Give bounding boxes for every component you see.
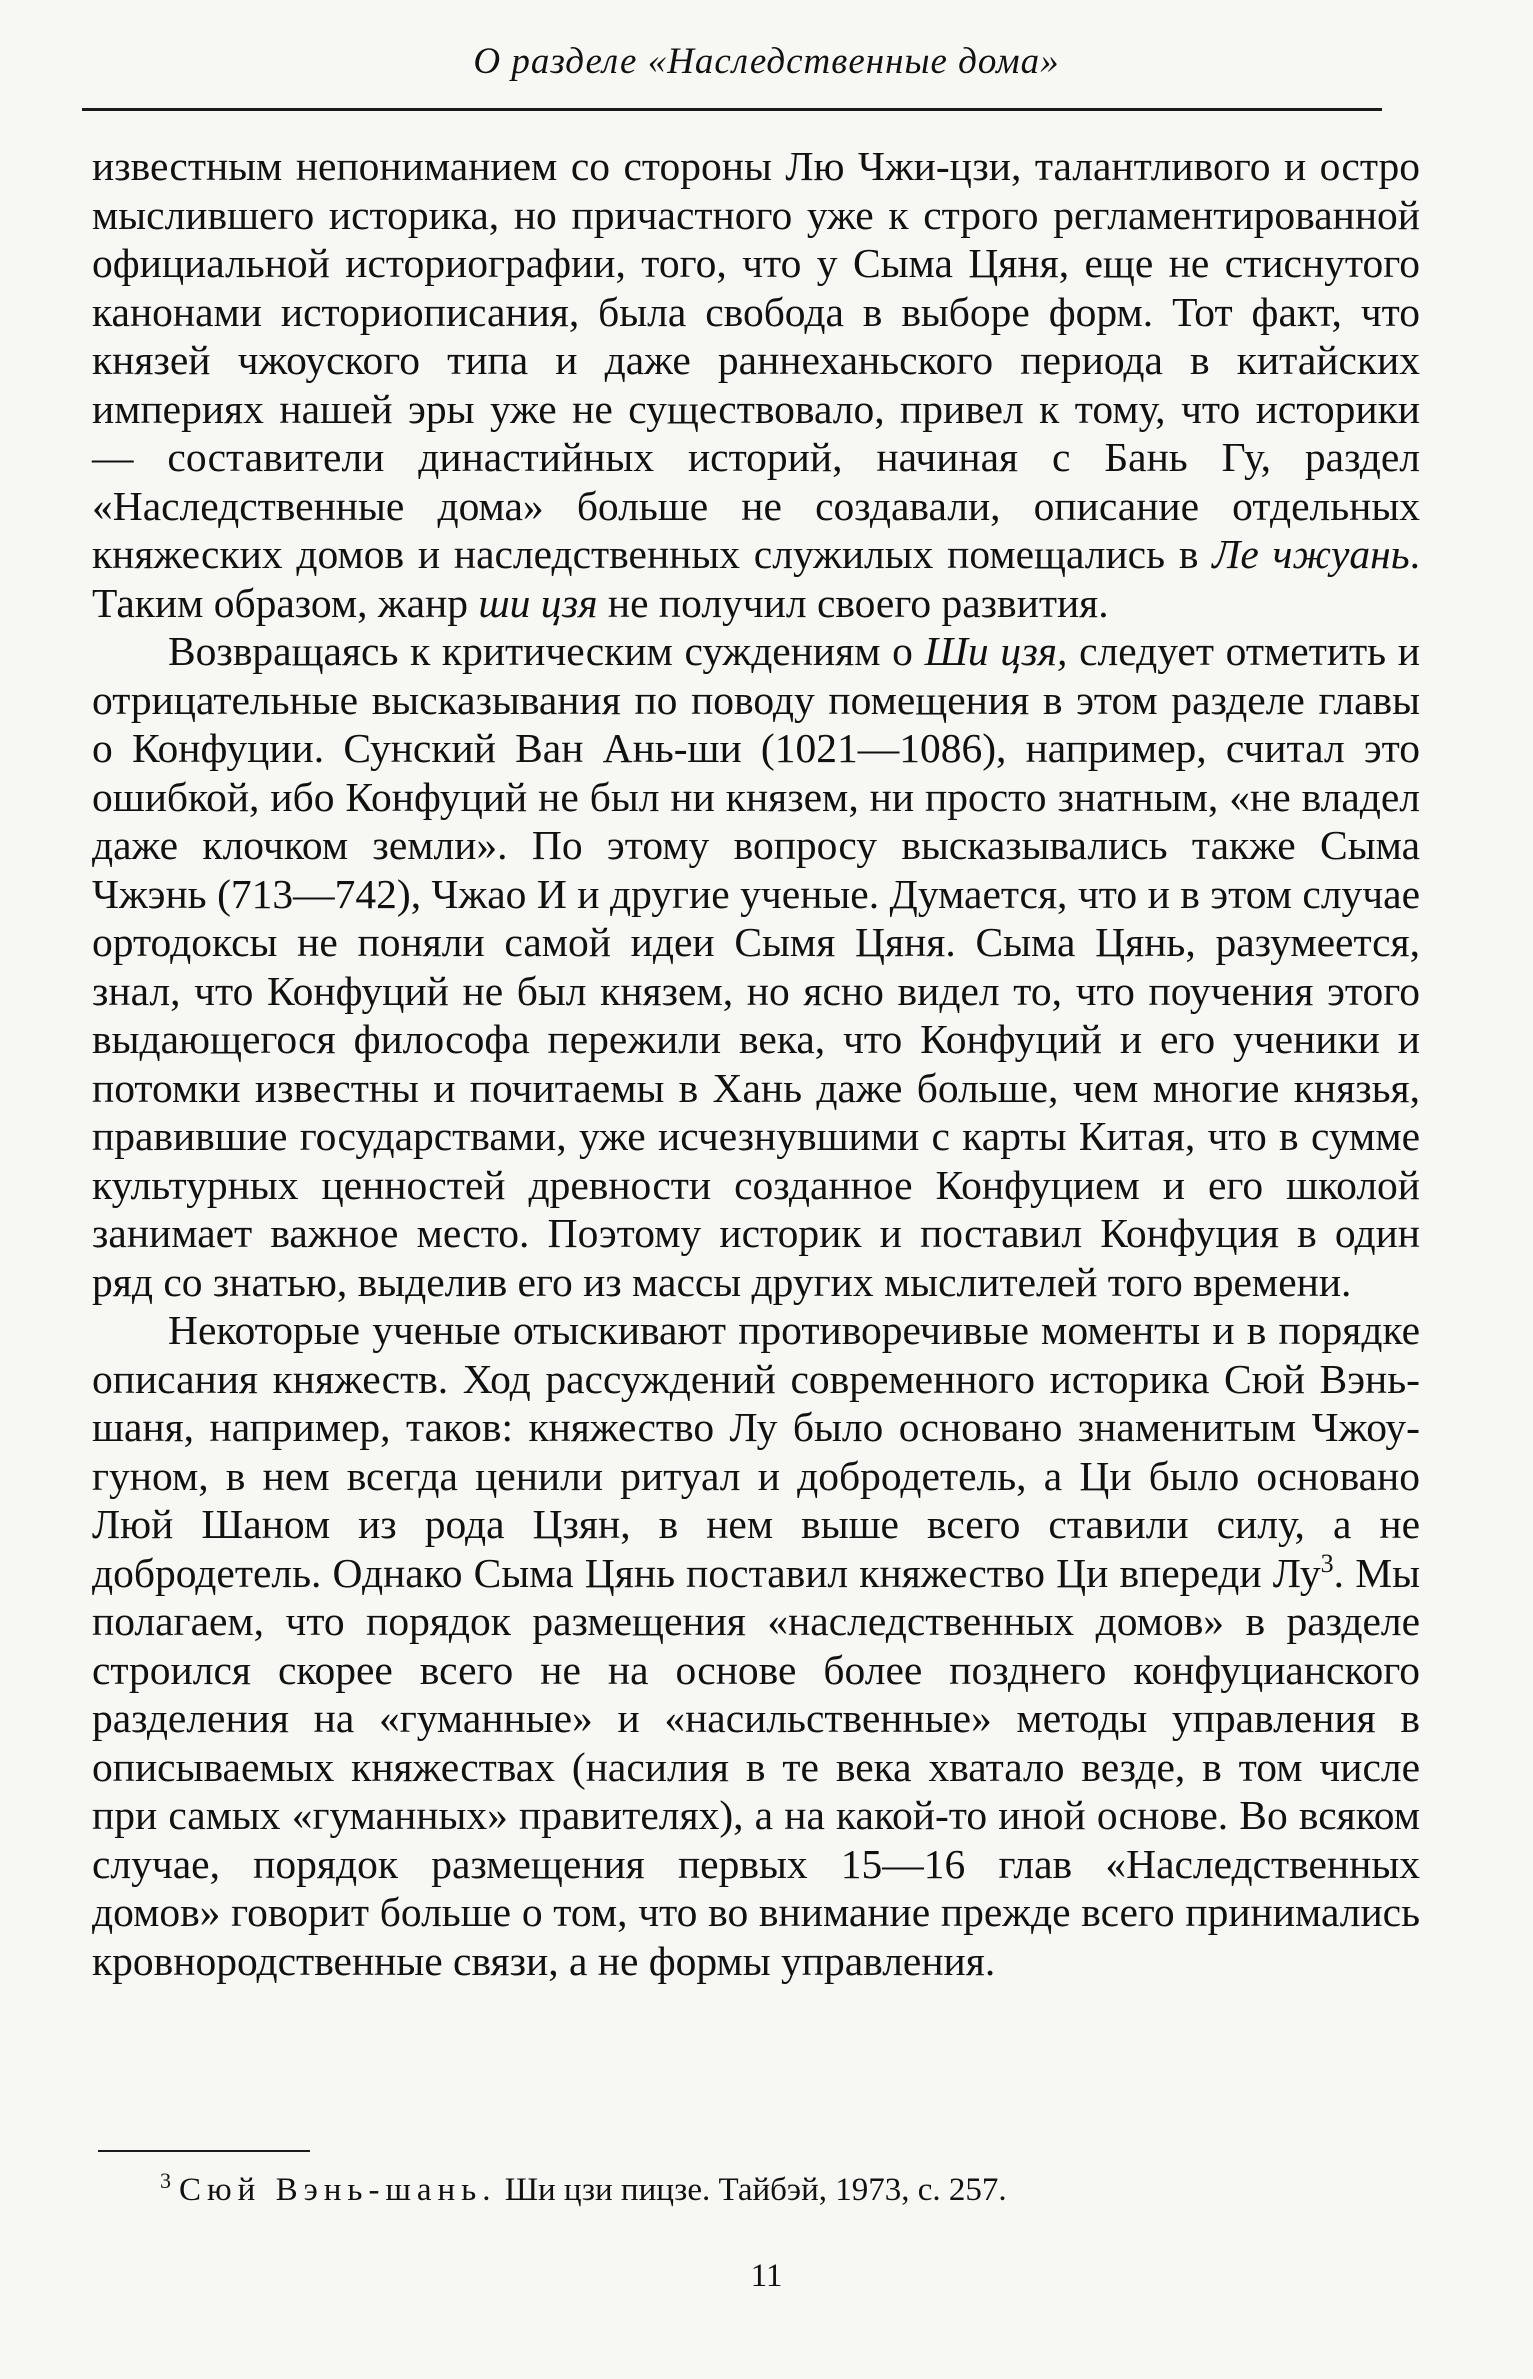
- paragraph-1-text-3: не получил своего развития.: [597, 579, 1109, 626]
- footnote-rule: [98, 2150, 310, 2152]
- paragraph-1-emphasis-2: ши цзя: [478, 579, 598, 626]
- page-number: 11: [750, 2258, 783, 2294]
- header-rule: [82, 108, 1382, 111]
- paragraph-3-text-1: Некоторые ученые отыскивают противоречивые моменты и в порядке описания княжеств. Ход рассуждений современного историка Сюй Вэнь-шаня, например, таков: княжество Лу было основано знаменитым Чжоу-гуном, в нем всегда ценили ритуал и добродетель, а Ци было основано Люй Шаном из рода Цзян, в нем выше всего ставили силу, а не добродетель. Однако Сыма Цянь поставил княжество Ци впереди Лу: [92, 1307, 1420, 1596]
- paragraph-3-text-2: . Мы полагаем, что порядок размещения «наследственных домов» в разделе строился скорее всего не на основе более позднего конфуцианского разделения на «гуманные» и «насильственные» методы управления в описываемых княжествах (насилия в те века хватало везде, в том числе при самых «гуманных» правителях), а на какой-то иной основе. Во всяком случае, порядок размещения первых 15—16 глав «Наследственных домов» говорит больше о том, что во внимание прежде всего принимались кровнородственные связи, а не формы управления.: [92, 1549, 1420, 1984]
- paragraph-1: [92, 142, 1420, 627]
- footnote-text: Ши цзи пицзе. Тайбэй, 1973, с. 257.: [504, 2172, 1007, 2208]
- main-text: [92, 142, 1420, 1985]
- paragraph-2-text-2: следует отметить и отрицательные высказывания по поводу помещения в этом разделе главы о Конфуции. Сунский Ван Ань-ши (1021—1086), например, считал это ошибкой, ибо Конфуций не был ни князем, ни просто знатным, «не владел даже клочком земли». По этому вопросу высказывались также Сыма Чжэнь (713—742), Чжао И и другие ученые. Думается, что и в этом случае ортодоксы не поняли самой идеи Сымя Цяня. Сыма Цянь, разумеется, знал, что Конфуций не был князем, но ясно видел то, что поучения этого выдающегося философа пережили века, что Конфуций и его ученики и потомки известны и почитаемы в Хань даже больше, чем многие князья, правившие государствами, уже исчезнувшими с карты Китая, что в сумме культурных ценностей древности созданное Конфуцием и его школой занимает важное место. Поэтому историк и поставил Конфуция в один ряд со знатью, выделив его из массы других мыслителей того времени.: [92, 628, 1420, 1305]
- paragraph-1-text-2: . Таким образом, жанр: [92, 531, 1420, 626]
- paragraph-3: [92, 1306, 1420, 1985]
- running-title: О разделе «Наследственные дома»: [473, 41, 1060, 82]
- paragraph-1-text-1: известным непониманием со стороны Лю Чжи-цзи, талантливого и остро мыслившего историка, но причастного уже к строго регламентированной официальной историографии, того, что у Сыма Цяня, еще не стиснутого канонами историописания, была свобода в выборе форм. Тот факт, что князей чжоуского типа и даже раннеханьского периода в китайских империях нашей эры уже не существовало, привел к тому, что историки — составители династийных историй, начиная с Бань Гу, раздел «Наследственные дома» больше не создавали, описание отдельных княжеских домов и наследственных служилых помещались в: [92, 143, 1420, 577]
- footnote: [160, 2170, 1410, 2210]
- footnote-reference[interactable]: 3: [1320, 1548, 1334, 1578]
- paragraph-1-emphasis-1: Ле чжуань: [1212, 531, 1410, 577]
- paragraph-2-emphasis-1: Ши цзя,: [924, 628, 1068, 674]
- paragraph-2: [92, 627, 1420, 1306]
- paragraph-2-text-1: Возвращаясь к критическим суждениям о: [168, 628, 925, 674]
- footnote-mark: 3: [160, 2168, 171, 2193]
- footnote-author: Сюй Вэнь-шань.: [179, 2172, 497, 2208]
